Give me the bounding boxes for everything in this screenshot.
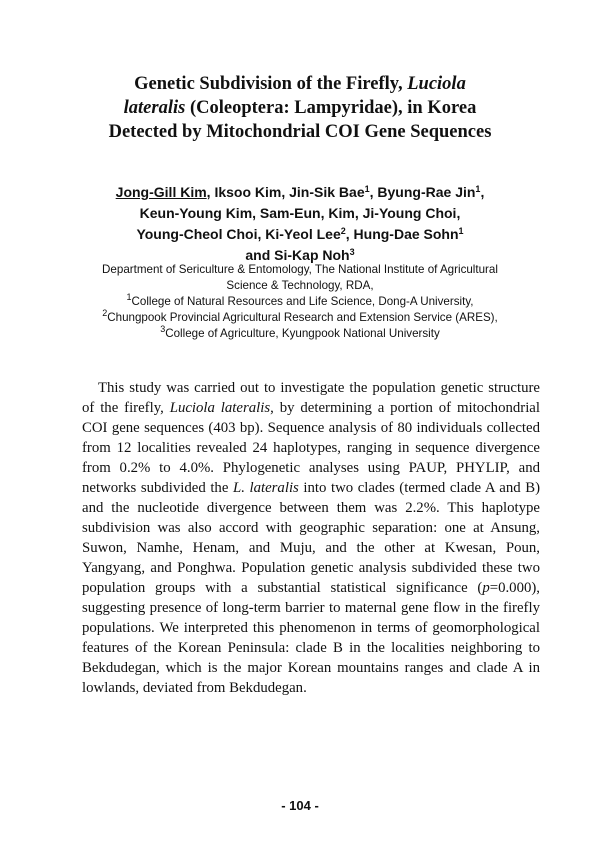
- title-species-epithet: lateralis: [123, 98, 186, 118]
- title-line-1: [60, 72, 540, 96]
- author-line-3: [60, 224, 540, 245]
- affiliation-marker: 2: [340, 226, 346, 236]
- affiliation-line-4: [40, 310, 560, 326]
- affiliation-line-5: [40, 326, 560, 342]
- abstract-body: [82, 378, 540, 698]
- title-text: Genetic Subdivision of the Firefly,: [134, 74, 408, 94]
- affiliation-line-3: [40, 294, 560, 310]
- affiliation-line-1: Department of Sericulture & Entomology, The National Institute of Agricultural: [102, 263, 498, 276]
- title-line-2: [60, 96, 540, 120]
- author-names: , Hung-Dae Sohn: [345, 226, 459, 242]
- affiliations: [40, 262, 560, 342]
- corresponding-author: Jong-Gill Kim: [115, 184, 207, 200]
- page-number: - 104 -: [281, 798, 319, 813]
- author-names: , Byung-Rae Jin: [369, 184, 476, 200]
- title-species-genus: Luciola: [407, 74, 466, 94]
- affiliation-line-2: Science & Technology, RDA,: [226, 279, 374, 292]
- affiliation-text: College of Natural Resources and Life Science, Dong-A University,: [131, 295, 474, 308]
- affiliation-marker: 2: [102, 308, 108, 318]
- author-list: [60, 182, 540, 266]
- abstract-text: , by determining a portion of mitochondrial COI gene sequences (403 bp). Sequence analysis of 80 individuals collected from 12 localities revealed 24 haplotypes, ranging in sequence divergence from 0.2% to 4.0%. Phylogenetic analyses using PAUP, PHYLIP, and networks subdivided the: [82, 400, 540, 496]
- affiliation-marker: 1: [126, 292, 132, 302]
- author-line-2: Keun-Young Kim, Sam-Eun, Kim, Ji-Young Choi,: [139, 205, 461, 221]
- affiliation-marker: 3: [349, 247, 355, 257]
- species-name: Luciola lateralis: [169, 400, 271, 416]
- author-names: and Si-Kap Noh: [245, 247, 350, 263]
- species-name: L. lateralis: [232, 480, 299, 496]
- author-names: Young-Cheol Choi, Ki-Yeol Lee: [136, 226, 341, 242]
- affiliation-marker: 3: [160, 324, 166, 334]
- author-names: , Iksoo Kim, Jin-Sik Bae: [206, 184, 365, 200]
- abstract-text: =0.000), suggesting presence of long-term barrier to maternal gene flow in the firefly populations. We interpreted this phenomenon in terms of geomorphological features of the Korean Peninsula: clade B in the localities neighboring to Bekdudegan, which is the major Korean mountains ranges and clade A in lowlands, deviated from Bekdudegan.: [82, 580, 540, 696]
- author-separator: ,: [480, 184, 485, 200]
- affiliation-text: College of Agriculture, Kyungpook National University: [165, 327, 440, 340]
- abstract-text: This study was carried out to investigate the population genetic structure of the firefly,: [82, 380, 540, 416]
- abstract-text: into two clades (termed clade A and B) and the nucleotide divergence between them was 2.2%. This haplotype subdivision was also accord with geographic separation: one at Ansung, Suwon, Namhe, Henam, and Muju, and the other at Kwesan, Poun, Yangyang, and Ponghwa. Population genetic analysis subdivided these two population groups with a substantial statistical significance (: [82, 480, 540, 596]
- affiliation-text: Chungpook Provincial Agricultural Research and Extension Service (ARES),: [107, 311, 498, 324]
- author-line-1: [60, 182, 540, 203]
- p-value-symbol: p: [482, 580, 490, 596]
- affiliation-marker: 1: [475, 184, 481, 194]
- title-text: (Coleoptera: Lampyridae), in Korea: [185, 98, 477, 118]
- title-line-3: Detected by Mitochondrial COI Gene Sequences: [108, 122, 492, 142]
- paper-title: [60, 72, 540, 144]
- affiliation-marker: 1: [364, 184, 370, 194]
- affiliation-marker: 1: [458, 226, 464, 236]
